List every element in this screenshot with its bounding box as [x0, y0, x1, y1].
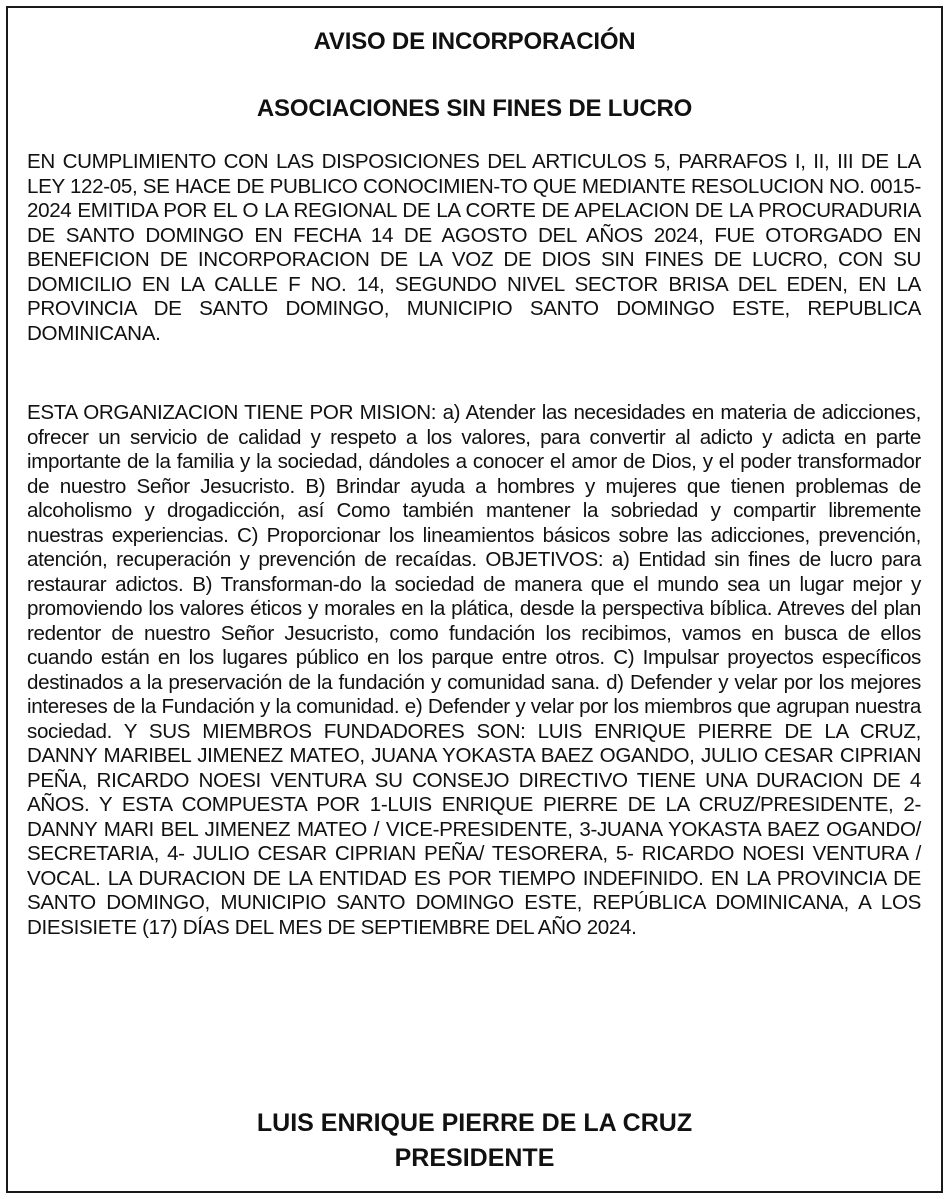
notice-title: AVISO DE INCORPORACIÓN	[313, 28, 636, 55]
signature-name: LUIS ENRIQUE PIERRE DE LA CRUZ	[256, 1109, 693, 1137]
legal-notice-box	[6, 6, 943, 1193]
notice-paragraph-resolution: EN CUMPLIMIENTO CON LAS DISPOSICIONES DEL ARTICULOS 5, PARRAFOS I, II, III DE LA LEY 122-05, SE HACE DE PUBLICO CONOCIMIEN-TO QUE MEDIANTE RESOLUCION NO. 0015-2024 EMITIDA POR EL O LA REGIONAL DE LA CORTE DE APELACION DE LA PROCURADURIA DE SANTO DOMINGO EN FECHA 14 DE AGOSTO DEL AÑOS 2024, FUE OTORGADO EN BENEFICION DE INCORPORACION DE LA VOZ DE DIOS SIN FINES DE LUCRO, CON SU DOMICILIO EN LA CALLE F NO. 14, SEGUNDO NIVEL SECTOR BRISA DEL EDEN, EN LA PROVINCIA DE SANTO DOMINGO, MUNICIPIO SANTO DOMINGO ESTE, REPUBLICA DOMINICANA.	[27, 150, 921, 345]
signature-role: PRESIDENTE	[394, 1144, 555, 1172]
notice-subtitle: ASOCIACIONES SIN FINES DE LUCRO	[256, 95, 693, 122]
notice-paragraph-mission: ESTA ORGANIZACION TIENE POR MISION: a) Atender las necesidades en materia de adicciones, ofrecer un servicio de calidad y respeto a los valores, para convertir al adicto y adicta en parte importante de la familia y la sociedad, dándoles a conocer el amor de Dios, y el poder transformador de nuestro Señor Jesucristo. B) Brindar ayuda a hombres y mujeres que tienen problemas de alcoholismo y drogadicción, así Como también mantener la sobriedad y compartir libremente nuestras experiencias. C) Proporcionar los lineamientos básicos sobre las adicciones, prevención, atención, recuperación y prevención de recaídas. OBJETIVOS: a) Entidad sin fines de lucro para restaurar adictos. B) Transforman-do la sociedad de manera que el mundo sea un lugar mejor y promoviendo los valores éticos y morales en la plática, desde la perspectiva bíblica. Atreves del plan redentor de nuestro Señor Jesucristo, como fundación los recibimos, vamos en busca de ellos cuando están en los lugares público en los parque entre otros. C) Impulsar proyectos específicos destinados a la preservación de la fundación y comunidad sana. d) Defender y velar por los mejores intereses de la Fundación y la comunidad. e) Defender y velar por los miembros que agrupan nuestra sociedad. Y SUS MIEMBROS FUNDADORES SON: LUIS ENRIQUE PIERRE DE LA CRUZ, DANNY MARIBEL JIMENEZ MATEO, JUANA YOKASTA BAEZ OGANDO, JULIO CESAR CIPRIAN PEÑA, RICARDO NOESI VENTURA SU CONSEJO DIRECTIVO TIENE UNA DURACION DE 4 AÑOS. Y ESTA COMPUESTA POR 1-LUIS ENRIQUE PIERRE DE LA CRUZ/PRESIDENTE, 2-DANNY MARI BEL JIMENEZ MATEO / VICE-PRESIDENTE, 3-JUANA YOKASTA BAEZ OGANDO/ SECRETARIA, 4- JULIO CESAR CIPRIAN PEÑA/ TESORERA, 5- RICARDO NOESI VENTURA / VOCAL. LA DURACION DE LA ENTIDAD ES POR TIEMPO INDEFINIDO. EN LA PROVINCIA DE SANTO DOMINGO, MUNICIPIO SANTO DOMINGO ESTE, REPÚBLICA DOMINICANA, A LOS DIESISIETE (17) DÍAS DEL MES DE SEPTIEMBRE DEL AÑO 2024.	[27, 401, 921, 939]
